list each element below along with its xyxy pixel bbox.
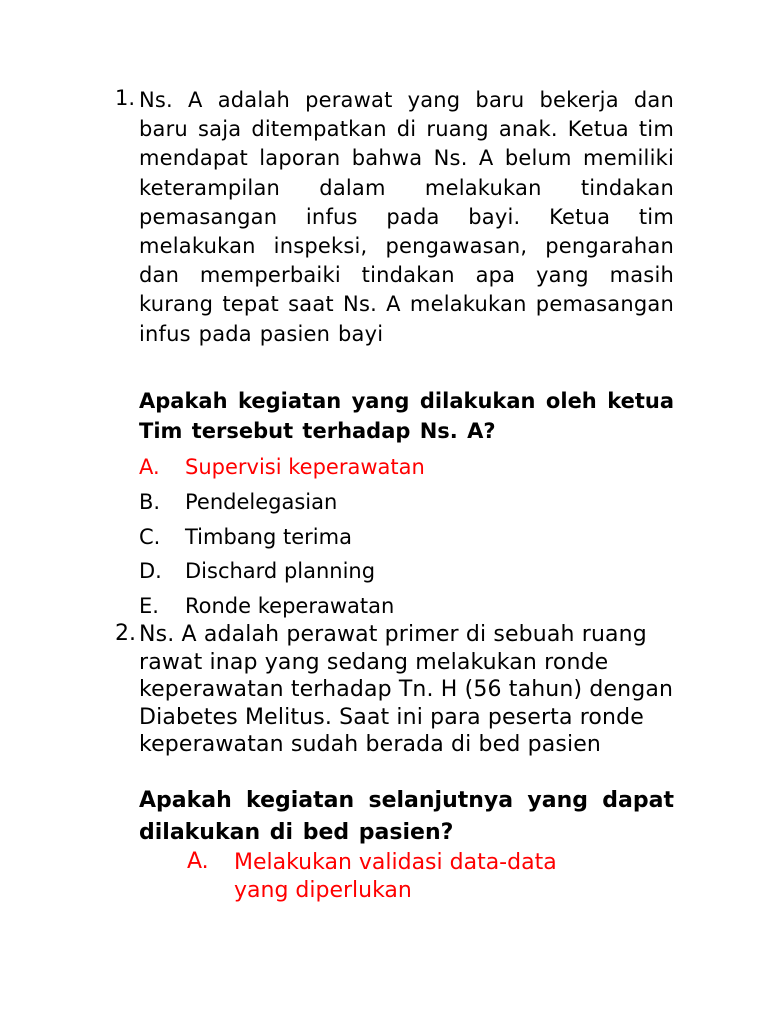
question-number: 1. (115, 86, 136, 110)
option-letter: C. (139, 524, 161, 549)
answer-options (139, 455, 679, 629)
question-prompt: Apakah kegiatan selanjutnya yang dapat dilakukan di bed pasien? (139, 788, 674, 845)
question-number: 2. (115, 621, 136, 646)
option-b (139, 490, 679, 525)
option-text: Supervisi keperawatan (185, 455, 425, 479)
question-stem: Ns. A adalah perawat yang baru bekerja dan baru saja ditempatkan di ruang anak. Ketua tim mendapat laporan bahwa Ns. A belum memiliki keterampilan dalam melakukan tindakan pemasangan infus pada bayi. Ketua tim melakukan inspeksi, pengawasan, pengarahan dan memperbaiki tindakan apa yang masih kurang tepat saat Ns. A melakukan pemasangan infus pada pasien bayi (139, 88, 674, 346)
option-letter: A. (187, 849, 209, 874)
option-letter: A. (139, 455, 160, 479)
option-text: Pendelegasian (185, 489, 338, 514)
option-text: Dischard planning (185, 559, 376, 584)
option-text: Melakukan validasi data-data yang diperlukan (234, 850, 557, 903)
option-letter: B. (139, 489, 161, 514)
option-d (139, 559, 679, 594)
option-letter: D. (139, 559, 162, 584)
question-prompt: Apakah kegiatan yang dilakukan oleh ketua Tim tersebut terhadap Ns. A? (139, 389, 674, 443)
option-letter: E. (139, 594, 159, 619)
option-text: Timbang terima (185, 524, 352, 549)
option-a (139, 455, 679, 490)
question-stem: Ns. A adalah perawat primer di sebuah ruang rawat inap yang sedang melakukan ronde keperawatan terhadap Tn. H (56 tahun) dengan Diabetes Melitus. Saat ini para peserta ronde keperawatan sudah berada di bed pasien (139, 622, 674, 758)
option-text: Ronde keperawatan (185, 594, 395, 619)
option-c (139, 525, 679, 560)
